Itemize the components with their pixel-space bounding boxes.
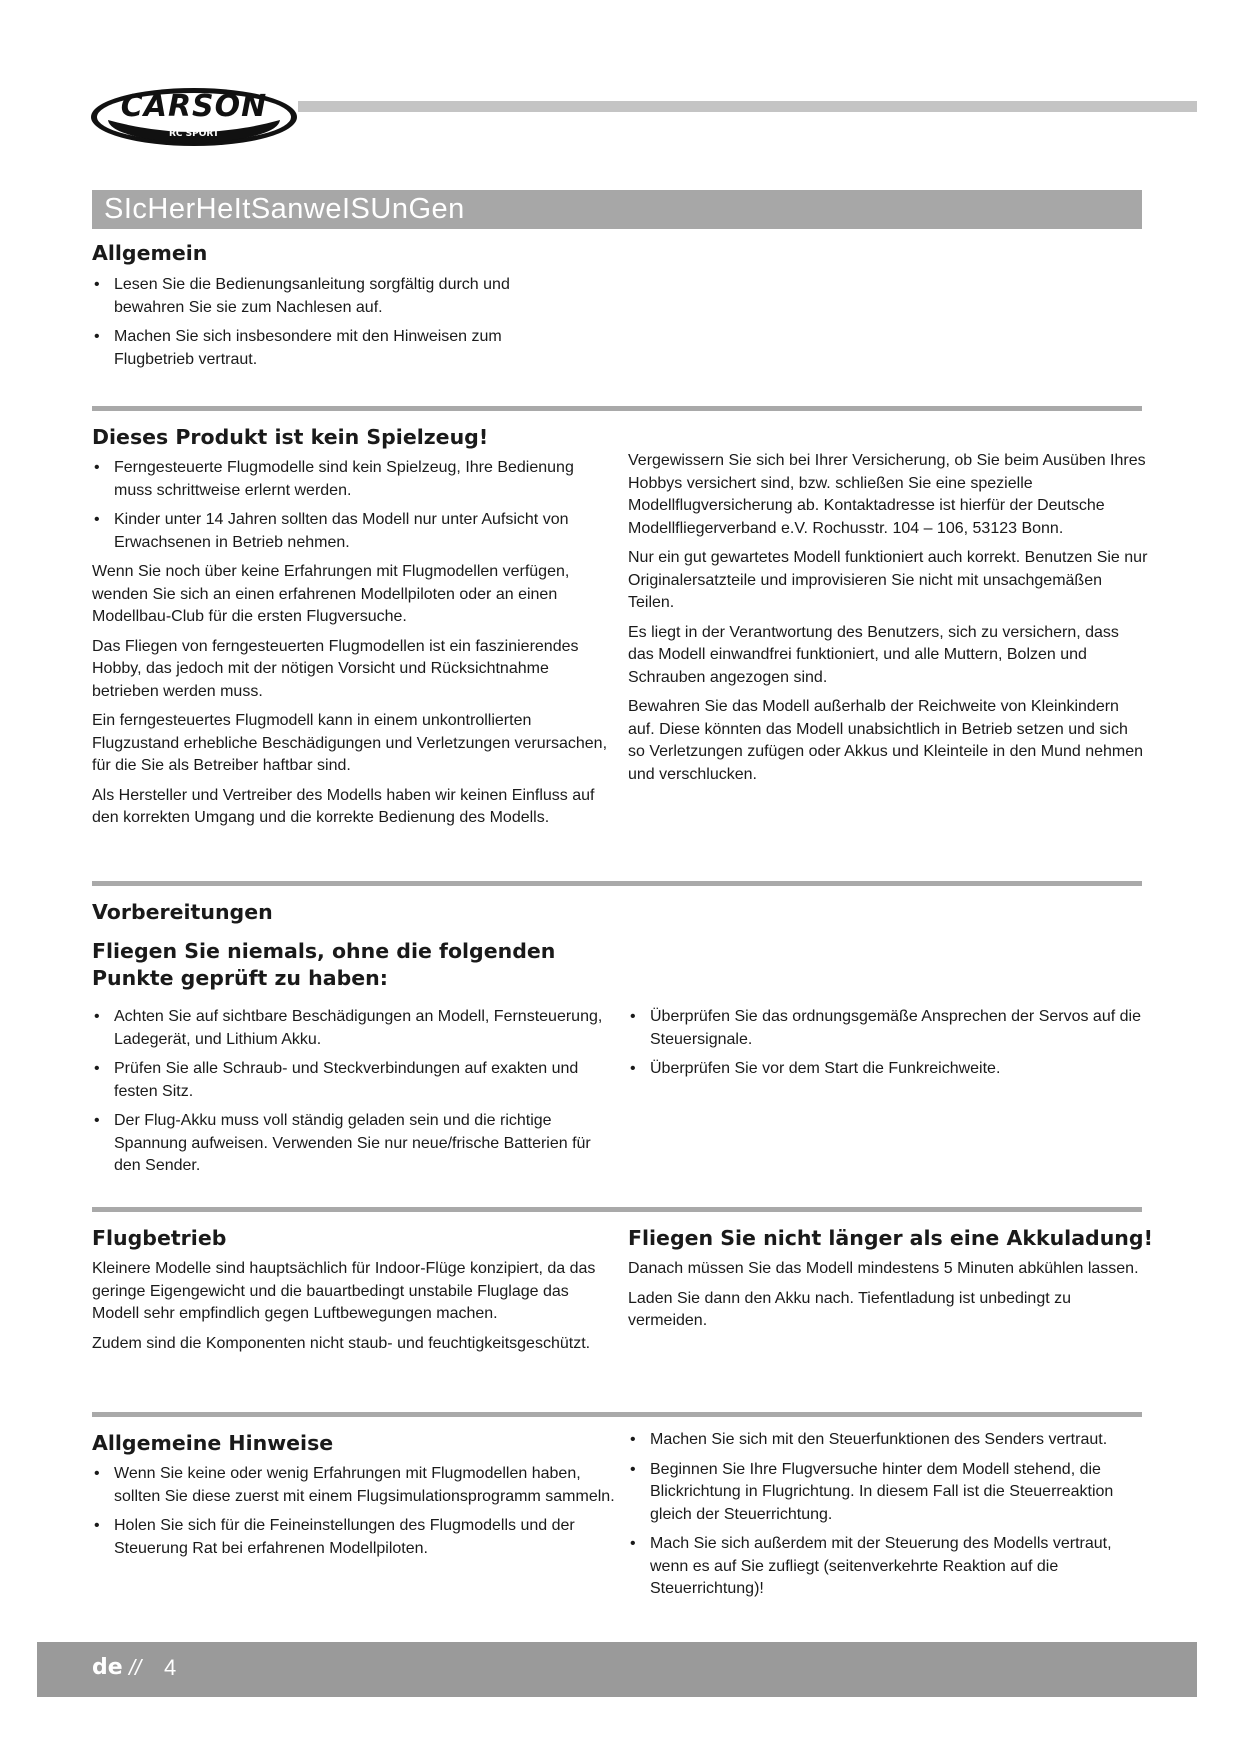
- section-divider: [92, 406, 1142, 411]
- heading-hinweise: Allgemeine Hinweise: [92, 1431, 334, 1455]
- list-item: • Achten Sie auf sichtbare Beschädigungen an Modell, Fernsteuerung, Ladegerät, und Lithium Akku.: [92, 1006, 615, 1051]
- carson-logo: [88, 86, 300, 148]
- list-item: • Lesen Sie die Bedienungsanleitung sorgfältig durch und bewahren Sie sie zum Nachlesen auf.: [92, 274, 567, 319]
- paragraph: Als Hersteller und Vertreiber des Modells haben wir keinen Einfluss auf den korrekten Umgang und die korrekte Bedienung des Modells.: [92, 786, 595, 826]
- list-item: • Beginnen Sie Ihre Flugversuche hinter dem Modell stehend, die Blickrichtung in Flugrichtung. In diesem Fall ist die Steuerreaktion gleich der Steuerrichtung.: [628, 1459, 1148, 1527]
- logo-wordmark: CARSON: [120, 89, 268, 124]
- list-item: • Holen Sie sich für die Feineinstellungen des Flugmodells und der Steuerung Rat bei erfahrenen Modellpiloten.: [92, 1515, 615, 1560]
- hinweise-right-bullets: [628, 1429, 1148, 1601]
- list-item: • Machen Sie sich insbesondere mit den Hinweisen zum Flugbetrieb vertraut.: [92, 326, 567, 371]
- footer-language: de: [92, 1655, 123, 1680]
- vorbereitungen-right-column: [628, 1006, 1148, 1088]
- heading-flugbetrieb: Flugbetrieb: [92, 1226, 227, 1250]
- vorbereitungen-left-bullets: [92, 1006, 615, 1178]
- heading-vorbereitungen: Vorbereitungen: [92, 900, 273, 924]
- paragraph: Bewahren Sie das Modell außerhalb der Reichweite von Kleinkindern auf. Diese könnten das Modell unabsichtlich in Betrieb setzen und sich so Verletzungen zufügen oder Akkus und Kleinteile in den Mund nehmen und verschlucken.: [628, 698, 1144, 783]
- paragraph: Vergewissern Sie sich bei Ihrer Versicherung, ob Sie beim Ausüben Ihres Hobbys versichert sind, bzw. schließen Sie eine spezielle Modellflugversicherung ab. Kontaktadresse ist hierfür der Deutsche Modellfliegerverband e.V. Rochusstr. 104 – 106, 53123 Bonn.: [628, 452, 1146, 537]
- hinweise-left-column: [92, 1463, 615, 1567]
- page-footer: [37, 1642, 1197, 1697]
- list-item: • Prüfen Sie alle Schraub- und Steckverbindungen auf exakten und festen Sitz.: [92, 1058, 615, 1103]
- allgemein-bullets: [92, 274, 567, 371]
- flugbetrieb-left-column: [92, 1258, 615, 1362]
- spielzeug-left-column: [92, 457, 615, 837]
- header-rule: [298, 101, 1197, 112]
- paragraph: Laden Sie dann den Akku nach. Tiefentladung ist unbedingt zu vermeiden.: [628, 1289, 1072, 1329]
- spielzeug-right-column: [628, 450, 1148, 793]
- flugbetrieb-right-column: [628, 1258, 1148, 1340]
- page-title: SIcHerHeItSanweISUnGen: [104, 193, 465, 225]
- paragraph: Danach müssen Sie das Modell mindestens 5 Minuten abkühlen lassen.: [628, 1260, 1139, 1277]
- allgemein-content: [92, 274, 567, 378]
- list-item: • Wenn Sie keine oder wenig Erfahrungen mit Flugmodellen haben, sollten Sie diese zuerst mit einem Flugsimulationsprogramm sammeln.: [92, 1463, 615, 1508]
- paragraph: Wenn Sie noch über keine Erfahrungen mit Flugmodellen verfügen, wenden Sie sich an einen erfahrenen Modellpiloten oder an einen Modellbau-Club für die ersten Flugversuche.: [92, 563, 570, 625]
- list-item: • Überprüfen Sie vor dem Start die Funkreichweite.: [628, 1058, 1148, 1081]
- paragraph: Nur ein gut gewartetes Modell funktioniert auch korrekt. Benutzen Sie nur Originalersatzteile und improvisieren Sie nicht mit unsachgemäßen Teilen.: [628, 549, 1148, 611]
- list-item: • Machen Sie sich mit den Steuerfunktionen des Senders vertraut.: [628, 1429, 1148, 1452]
- footer-separator: //: [129, 1655, 142, 1680]
- page-title-bar: [92, 190, 1142, 229]
- paragraph: Kleinere Modelle sind hauptsächlich für Indoor-Flüge konzipiert, da das geringe Eigengewicht und die bauartbedingt unstabile Fluglage das Modell sehr empfindlich gegen Luftbewegungen machen.: [92, 1260, 596, 1322]
- hinweise-left-bullets: [92, 1463, 615, 1560]
- vorbereitungen-right-bullets: [628, 1006, 1148, 1081]
- paragraph: Ein ferngesteuertes Flugmodell kann in einem unkontrollierten Flugzustand erhebliche Beschädigungen und Verletzungen verursachen, für die Sie als Betreiber haftbar sind.: [92, 712, 608, 774]
- list-item: • Kinder unter 14 Jahren sollten das Modell nur unter Aufsicht von Erwachsenen in Betrieb nehmen.: [92, 509, 615, 554]
- subheading-vorbereitungen: Fliegen Sie niemals, ohne die folgenden Punkte geprüft zu haben:: [92, 939, 556, 990]
- list-item: • Der Flug-Akku muss voll ständig geladen sein und die richtige Spannung aufweisen. Verwenden Sie nur neue/frische Batterien für den Sender.: [92, 1110, 615, 1178]
- heading-allgemein: Allgemein: [92, 241, 208, 265]
- section-divider: [92, 881, 1142, 886]
- vorbereitungen-left-column: [92, 1006, 615, 1185]
- list-item: • Ferngesteuerte Flugmodelle sind kein Spielzeug, Ihre Bedienung muss schrittweise erlernt werden.: [92, 457, 615, 502]
- spielzeug-bullets: [92, 457, 615, 554]
- paragraph: Es liegt in der Verantwortung des Benutzers, sich zu versichern, dass das Modell einwandfrei funktioniert, und alle Muttern, Bolzen und Schrauben angezogen sind.: [628, 623, 1119, 686]
- paragraph: Zudem sind die Komponenten nicht staub- und feuchtigkeitsgeschützt.: [92, 1334, 591, 1352]
- list-item: • Überprüfen Sie das ordnungsgemäße Ansprechen der Servos auf die Steuersignale.: [628, 1006, 1148, 1051]
- logo-tagline: RC SPORT: [168, 129, 220, 139]
- section-divider: [92, 1207, 1142, 1212]
- heading-spielzeug: Dieses Produkt ist kein Spielzeug!: [92, 425, 489, 449]
- paragraph: Das Fliegen von ferngesteuerten Flugmodellen ist ein faszinierendes Hobby, das jedoch mit der nötigen Vorsicht und Rücksichtnahme betrieben werden muss.: [92, 637, 579, 700]
- hinweise-right-column: [628, 1429, 1148, 1608]
- section-divider: [92, 1412, 1142, 1417]
- list-item: • Mach Sie sich außerdem mit der Steuerung des Modells vertraut, wenn es auf Sie zufliegt (seitenverkehrte Reaktion auf die Steuerrichtung)!: [628, 1533, 1148, 1601]
- page-number: 4: [164, 1655, 177, 1680]
- heading-akkuladung: Fliegen Sie nicht länger als eine Akkuladung!: [628, 1226, 1153, 1250]
